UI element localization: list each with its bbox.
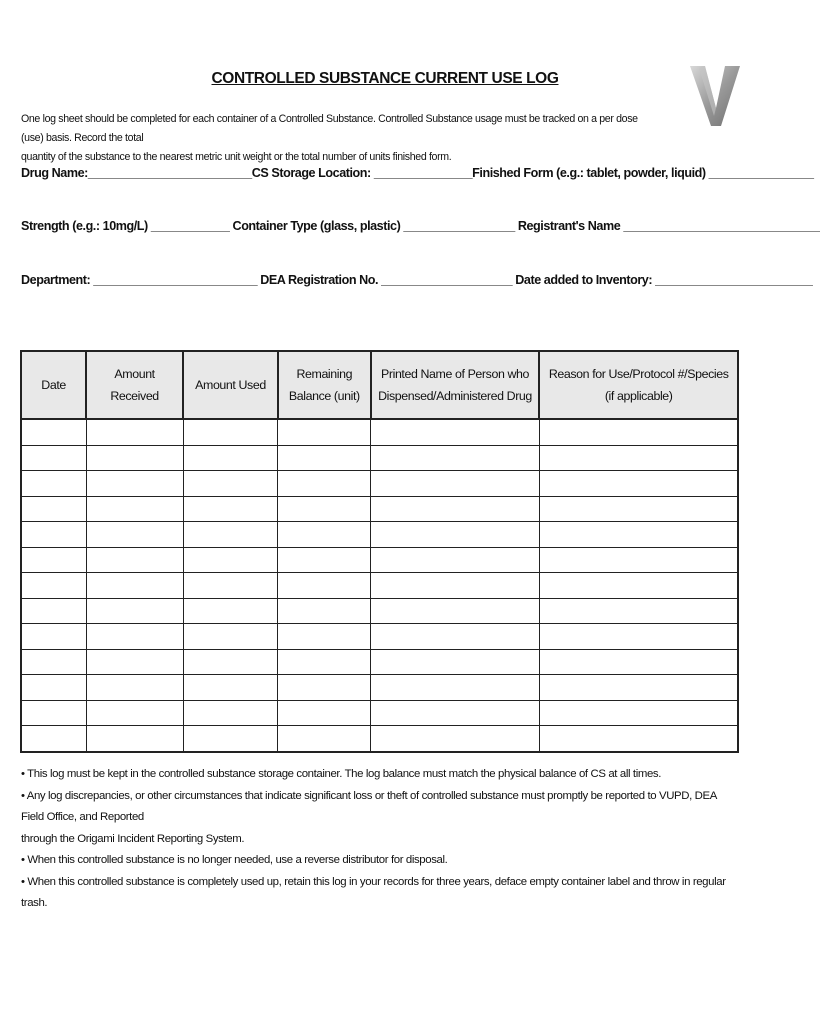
- drug-name-field[interactable]: Drug Name:_________________________: [21, 166, 252, 180]
- cell-date[interactable]: [21, 496, 86, 522]
- cell-reason[interactable]: [539, 624, 738, 650]
- cell-reason[interactable]: [539, 522, 738, 548]
- cell-reason[interactable]: [539, 675, 738, 701]
- cell-remaining-balance[interactable]: [278, 624, 371, 650]
- cell-date[interactable]: [21, 573, 86, 599]
- cell-remaining-balance[interactable]: [278, 573, 371, 599]
- cell-remaining-balance[interactable]: [278, 649, 371, 675]
- use-log-table: [20, 350, 739, 753]
- cell-remaining-balance[interactable]: [278, 547, 371, 573]
- note-line-5: • When this controlled substance is completely used up, retain this log in your records for three years, deface empty container label and throw in regular trash.: [21, 875, 726, 909]
- cell-remaining-balance[interactable]: [278, 471, 371, 497]
- cell-amount-used[interactable]: [183, 573, 278, 599]
- cell-remaining-balance[interactable]: [278, 726, 371, 752]
- cell-printed-name[interactable]: [371, 598, 540, 624]
- cell-printed-name[interactable]: [371, 547, 540, 573]
- field-row-strength: [21, 219, 820, 233]
- cell-printed-name[interactable]: [371, 471, 540, 497]
- strength-field[interactable]: Strength (e.g.: 10mg/L) ____________: [21, 219, 230, 233]
- cell-amount-used[interactable]: [183, 419, 278, 445]
- cell-reason[interactable]: [539, 496, 738, 522]
- dea-registration-field[interactable]: DEA Registration No. ____________________: [260, 273, 513, 287]
- field-row-department: [21, 273, 812, 287]
- table-body: [21, 419, 738, 752]
- field-row-drug: [21, 166, 814, 180]
- cell-amount-received[interactable]: [86, 573, 183, 599]
- table-row: [21, 573, 738, 599]
- cell-reason[interactable]: [539, 419, 738, 445]
- cell-reason[interactable]: [539, 471, 738, 497]
- cell-amount-received[interactable]: [86, 700, 183, 726]
- cell-reason[interactable]: [539, 573, 738, 599]
- cell-amount-received[interactable]: [86, 522, 183, 548]
- cell-reason[interactable]: [539, 700, 738, 726]
- cell-date[interactable]: [21, 624, 86, 650]
- cell-amount-used[interactable]: [183, 496, 278, 522]
- container-type-field[interactable]: Container Type (glass, plastic) _________________: [232, 219, 515, 233]
- registrant-name-field[interactable]: Registrant's Name ______________________________: [517, 219, 820, 233]
- header-amount-used: Amount Used: [183, 351, 278, 419]
- date-added-field[interactable]: Date added to Inventory: ________________________: [515, 273, 813, 287]
- cell-amount-received[interactable]: [86, 624, 183, 650]
- department-field[interactable]: Department: _________________________: [21, 273, 258, 287]
- cell-reason[interactable]: [539, 445, 738, 471]
- note-line-1: • This log must be kept in the controlled substance storage container. The log balance must match the physical balance of CS at all times.: [21, 768, 662, 780]
- cell-reason[interactable]: [539, 598, 738, 624]
- header-amount-received: Amount Received: [86, 351, 183, 419]
- cell-remaining-balance[interactable]: [278, 675, 371, 701]
- cell-date[interactable]: [21, 419, 86, 445]
- cell-amount-used[interactable]: [183, 522, 278, 548]
- cell-remaining-balance[interactable]: [278, 496, 371, 522]
- page-title: CONTROLLED SUBSTANCE CURRENT USE LOG: [211, 70, 559, 87]
- header-remaining-balance: Remaining Balance (unit): [278, 351, 371, 419]
- table-row: [21, 598, 738, 624]
- table-row: [21, 675, 738, 701]
- cell-amount-received[interactable]: [86, 471, 183, 497]
- cell-amount-received[interactable]: [86, 445, 183, 471]
- note-line-3: through the Origami Incident Reporting System.: [21, 832, 245, 845]
- table-row: [21, 496, 738, 522]
- header-printed-name: Printed Name of Person who Dispensed/Administered Drug: [371, 351, 540, 419]
- cell-amount-used[interactable]: [183, 649, 278, 675]
- cell-printed-name[interactable]: [371, 496, 540, 522]
- header-reason: Reason for Use/Protocol #/Species (if applicable): [539, 351, 738, 419]
- cell-date[interactable]: [21, 547, 86, 573]
- cell-amount-used[interactable]: [183, 445, 278, 471]
- cell-amount-used[interactable]: [183, 700, 278, 726]
- cell-reason[interactable]: [539, 726, 738, 752]
- cs-storage-field[interactable]: CS Storage Location: _______________: [251, 166, 473, 180]
- table-header-row: [21, 351, 738, 419]
- cell-amount-received[interactable]: [86, 649, 183, 675]
- cell-amount-used[interactable]: [183, 624, 278, 650]
- instruction-notes: [21, 764, 741, 915]
- cell-remaining-balance[interactable]: [278, 522, 371, 548]
- cell-reason[interactable]: [539, 547, 738, 573]
- intro-text: [21, 110, 641, 167]
- cell-amount-used[interactable]: [183, 726, 278, 752]
- table-row: [21, 522, 738, 548]
- table-row: [21, 471, 738, 497]
- cell-date[interactable]: [21, 649, 86, 675]
- cell-date[interactable]: [21, 726, 86, 752]
- intro-line-1: One log sheet should be completed for each container of a Controlled Substance. Controlled Substance usage must be tracked on a per dose (use) basis. Record the total: [21, 113, 638, 144]
- cell-amount-used[interactable]: [183, 471, 278, 497]
- cell-amount-received[interactable]: [86, 547, 183, 573]
- cell-printed-name[interactable]: [371, 624, 540, 650]
- cell-remaining-balance[interactable]: [278, 700, 371, 726]
- cell-date[interactable]: [21, 445, 86, 471]
- finished-form-field[interactable]: Finished Form (e.g.: tablet, powder, liquid) ________________: [472, 166, 814, 180]
- cell-amount-used[interactable]: [183, 547, 278, 573]
- cell-amount-used[interactable]: [183, 675, 278, 701]
- cell-printed-name[interactable]: [371, 726, 540, 752]
- table-row: [21, 700, 738, 726]
- cell-date[interactable]: [21, 471, 86, 497]
- cell-amount-received[interactable]: [86, 419, 183, 445]
- cell-printed-name[interactable]: [371, 700, 540, 726]
- cell-reason[interactable]: [539, 649, 738, 675]
- table-row: [21, 419, 738, 445]
- cell-remaining-balance[interactable]: [278, 445, 371, 471]
- cell-amount-received[interactable]: [86, 675, 183, 701]
- cell-date[interactable]: [21, 675, 86, 701]
- cell-amount-received[interactable]: [86, 496, 183, 522]
- header-date: Date: [21, 351, 86, 419]
- cell-printed-name[interactable]: [371, 419, 540, 445]
- cell-remaining-balance[interactable]: [278, 419, 371, 445]
- cell-printed-name[interactable]: [371, 675, 540, 701]
- cell-date[interactable]: [21, 598, 86, 624]
- cell-date[interactable]: [21, 700, 86, 726]
- cell-remaining-balance[interactable]: [278, 598, 371, 624]
- table-row: [21, 726, 738, 752]
- cell-printed-name[interactable]: [371, 522, 540, 548]
- cell-amount-received[interactable]: [86, 726, 183, 752]
- cell-printed-name[interactable]: [371, 445, 540, 471]
- cell-printed-name[interactable]: [371, 573, 540, 599]
- cell-printed-name[interactable]: [371, 649, 540, 675]
- note-line-4: • When this controlled substance is no longer needed, use a reverse distributor for disposal.: [21, 854, 448, 866]
- cell-amount-used[interactable]: [183, 598, 278, 624]
- table-row: [21, 624, 738, 650]
- cell-date[interactable]: [21, 522, 86, 548]
- table-row: [21, 445, 738, 471]
- note-line-2: • Any log discrepancies, or other circumstances that indicate significant loss or theft of controlled substance must promptly be reported to VUPD, DEA Field Office, and Reported: [21, 789, 717, 823]
- table-row: [21, 649, 738, 675]
- table-row: [21, 547, 738, 573]
- cell-amount-received[interactable]: [86, 598, 183, 624]
- intro-line-2: quantity of the substance to the nearest metric unit weight or the total number of units finished form.: [21, 151, 452, 163]
